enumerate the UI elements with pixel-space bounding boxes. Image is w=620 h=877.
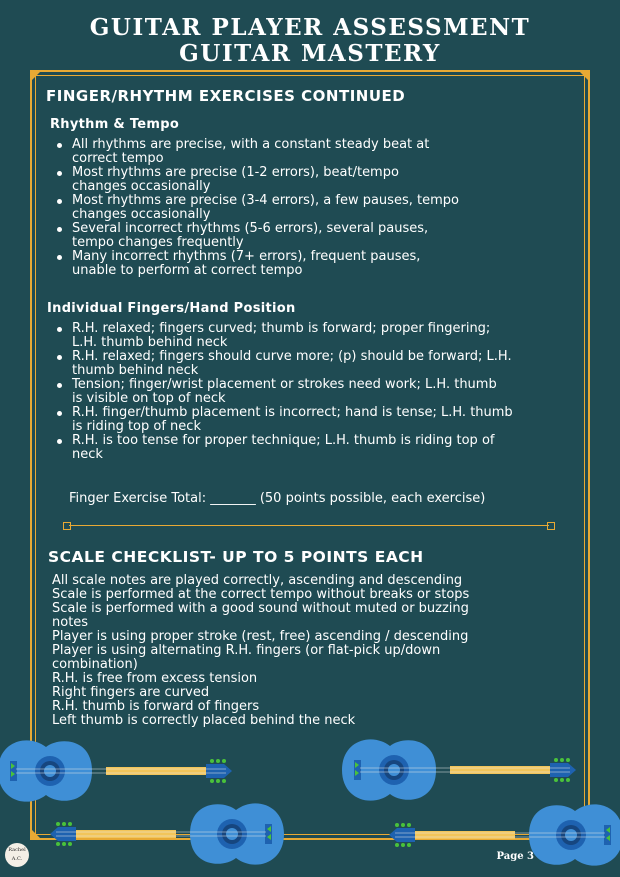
page-number: Page 3: [496, 851, 534, 862]
title-line-1: GUITAR PLAYER ASSESSMENT: [89, 14, 531, 41]
rhythm-item-line: Most rhythms are precise (3-4 errors), a few pauses, tempo: [72, 193, 459, 208]
guitar-icon: [342, 739, 576, 800]
fingers-item: [52, 434, 582, 462]
rhythm-item: [52, 166, 532, 194]
fingers-item-line: thumb behind neck: [72, 363, 199, 378]
scale-item-line: combination): [52, 657, 138, 672]
logo-name: Rachel: [8, 847, 26, 853]
rhythm-item-line: unable to perform at correct tempo: [72, 263, 303, 278]
rhythm-heading: Rhythm & Tempo: [50, 117, 180, 132]
scale-checklist: [52, 574, 542, 728]
fingers-item-line: R.H. relaxed; fingers curved; thumb is forward; proper fingering;: [72, 321, 491, 336]
scale-item: [52, 574, 542, 588]
title-line-2: GUITAR MASTERY: [179, 40, 441, 67]
scale-item: [52, 630, 542, 644]
fingers-item: [52, 378, 582, 406]
fingers-item-line: R.H. relaxed; fingers should curve more; (p) should be forward; L.H.: [72, 349, 512, 364]
rhythm-item: [52, 250, 532, 278]
rhythm-item-line: tempo changes frequently: [72, 235, 244, 250]
scale-item-line: Left thumb is correctly placed behind the neck: [52, 713, 356, 728]
frame-corner: [578, 70, 590, 82]
rhythm-item: [52, 194, 532, 222]
fingers-item: [52, 406, 582, 434]
rhythm-item-line: changes occasionally: [72, 179, 211, 194]
rhythm-item: [52, 138, 532, 166]
fingers-item-line: R.H. is too tense for proper technique; L.H. thumb is riding top of: [72, 433, 495, 448]
fingers-item-line: is visible on top of neck: [72, 391, 226, 406]
fingers-item-line: Tension; finger/wrist placement or strokes need work; L.H. thumb: [72, 377, 497, 392]
scale-item-line: Scale is performed at the correct tempo without breaks or stops: [52, 587, 470, 602]
divider-square: [63, 522, 71, 530]
finger-exercise-total: Finger Exercise Total: _______ (50 points possible, each exercise): [69, 491, 486, 506]
finger-section-heading: FINGER/RHYTHM EXERCISES CONTINUED: [46, 87, 406, 105]
scale-item-line: R.H. is free from excess tension: [52, 671, 258, 686]
scale-item: [52, 644, 542, 672]
fingers-heading: Individual Fingers/Hand Position: [47, 301, 296, 316]
guitar-icon: [0, 740, 232, 801]
scale-item: [52, 588, 542, 602]
rhythm-list: [52, 138, 532, 278]
rhythm-item-line: Many incorrect rhythms (7+ errors), frequent pauses,: [72, 249, 421, 264]
scale-item-line: All scale notes are played correctly, ascending and descending: [52, 573, 463, 588]
frame-corner: [30, 70, 42, 82]
scale-item: [52, 700, 542, 714]
scale-item-line: Right fingers are curved: [52, 685, 210, 700]
fingers-list: [52, 322, 582, 462]
rhythm-item-line: All rhythms are precise, with a constant steady beat at: [72, 137, 430, 152]
fingers-item-line: L.H. thumb behind neck: [72, 335, 228, 350]
scale-item-line: Player is using proper stroke (rest, free) ascending / descending: [52, 629, 469, 644]
guitar-icon: [50, 803, 284, 864]
scale-item: [52, 686, 542, 700]
author-logo: [5, 843, 29, 867]
fingers-item-line: is riding top of neck: [72, 419, 201, 434]
rhythm-item: [52, 222, 532, 250]
scale-section-heading: SCALE CHECKLIST- UP TO 5 POINTS EACH: [48, 548, 424, 566]
rhythm-item-line: changes occasionally: [72, 207, 211, 222]
scale-item: [52, 672, 542, 686]
scale-item: [52, 602, 542, 630]
fingers-item-line: neck: [72, 447, 103, 462]
scale-item-line: Player is using alternating R.H. fingers (or flat-pick up/down: [52, 643, 441, 658]
section-divider: [63, 522, 555, 530]
fingers-item: [52, 322, 582, 350]
logo-initials: A.C.: [11, 856, 23, 862]
scale-item-line: R.H. thumb is forward of fingers: [52, 699, 260, 714]
divider-square: [547, 522, 555, 530]
divider-line: [69, 525, 549, 526]
fingers-item: [52, 350, 582, 378]
fingers-item-line: R.H. finger/thumb placement is incorrect; hand is tense; L.H. thumb: [72, 405, 513, 420]
scale-item-line: notes: [52, 615, 89, 630]
scale-item-line: Scale is performed with a good sound without muted or buzzing: [52, 601, 469, 616]
rhythm-item-line: Several incorrect rhythms (5-6 errors), several pauses,: [72, 221, 429, 236]
rhythm-item-line: correct tempo: [72, 151, 164, 166]
rhythm-item-line: Most rhythms are precise (1-2 errors), beat/tempo: [72, 165, 399, 180]
